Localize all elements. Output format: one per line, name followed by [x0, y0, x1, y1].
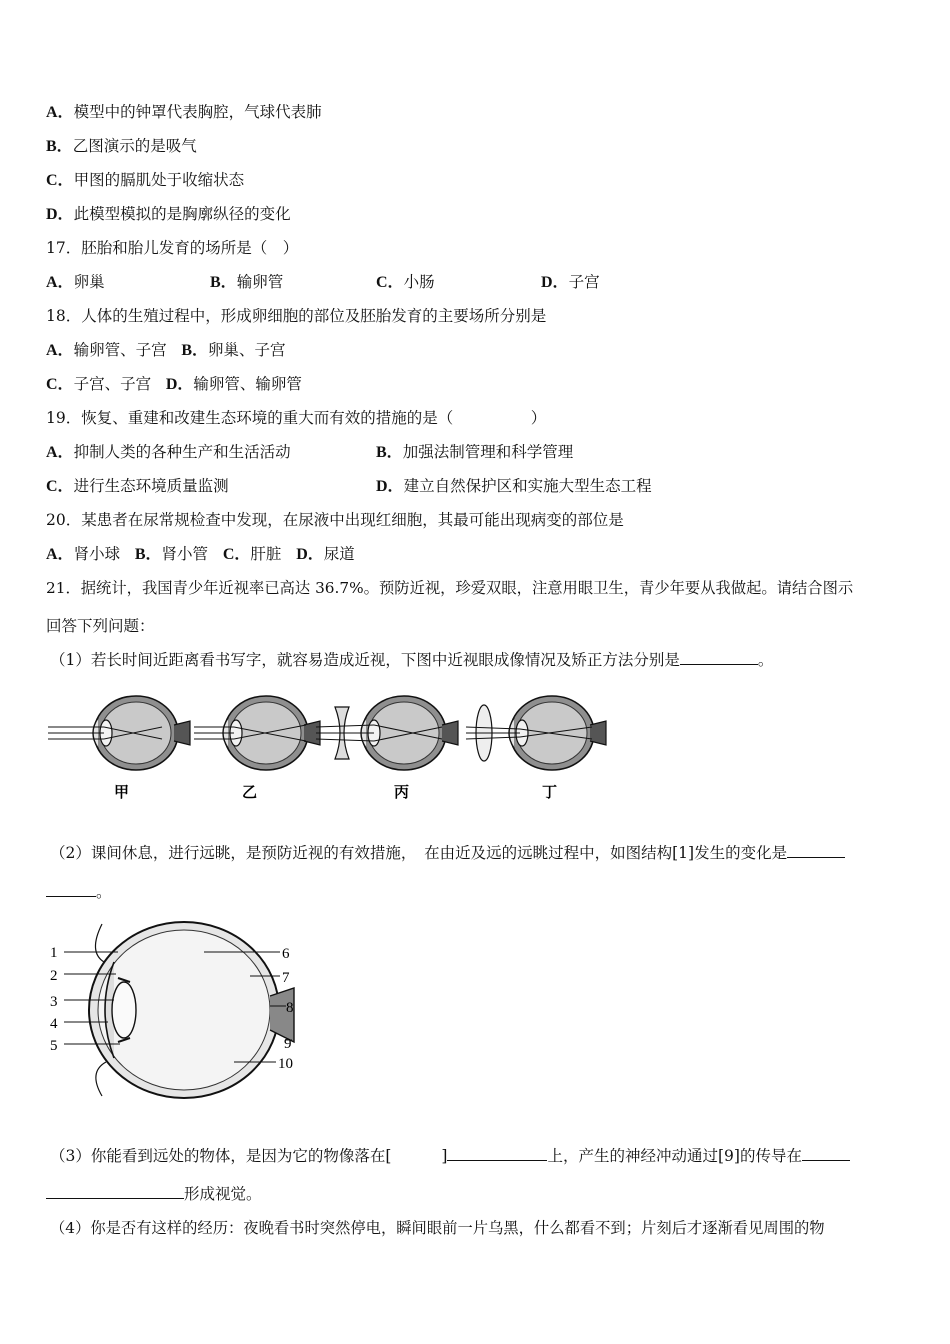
eye-jia — [48, 696, 190, 770]
answer-blank — [787, 843, 845, 858]
answer-blank — [447, 1146, 547, 1161]
q21-part3-cont: 形成视觉。 — [46, 1184, 262, 1204]
q21-part1: （1）若长时间近距离看书写字，就容易造成近视，下图中近视眼成像情况及矫正方法分别是 。 — [50, 651, 774, 669]
q21-part4: （4）你是否有这样的经历：夜晚看书时突然停电，瞬间眼前一片乌黑，什么都看不到；片刻后才逐渐看见周围的物 — [50, 1219, 825, 1237]
q20-stem: 20．某患者在尿常规检查中发现，在尿液中出现红细胞，其最可能出现病变的部位是 — [46, 511, 624, 529]
q19-option-d: D．建立自然保护区和实施大型生态工程 — [376, 477, 652, 495]
q16-option-a: A．模型中的钟罩代表胸腔，气球代表肺 — [46, 103, 322, 121]
q19-option-c: C．进行生态环境质量监测 — [46, 477, 229, 495]
q20-options: A．肾小球 B．肾小管 C．肝脏 D．尿道 — [46, 545, 355, 563]
struct-label-6: 6 — [282, 946, 290, 962]
q19-option-b: B．加强法制管理和科学管理 — [376, 443, 574, 461]
q17-stem: 17．胚胎和胎儿发育的场所是（ ） — [46, 239, 299, 257]
answer-blank — [46, 882, 96, 897]
answer-blank — [680, 650, 758, 665]
q17-option-d: D．子宫 — [541, 273, 600, 291]
eye-label-bing: 丙 — [394, 783, 410, 801]
eye-structure-figure — [44, 912, 314, 1108]
eye-ding — [466, 696, 606, 770]
struct-label-8: 8 — [286, 1000, 294, 1016]
struct-label-1: 1 — [50, 945, 58, 961]
answer-blank — [46, 1184, 184, 1199]
q17-option-a: A．卵巢 — [46, 273, 105, 291]
eye-label-yi: 乙 — [242, 783, 258, 801]
struct-label-10: 10 — [278, 1056, 293, 1072]
q16-option-d: D．此模型模拟的是胸廓纵径的变化 — [46, 205, 291, 223]
q19-stem: 19．恢复、重建和改建生态环境的重大而有效的措施的是（ ） — [46, 409, 547, 427]
q18-stem: 18．人体的生殖过程中，形成卵细胞的部位及胚胎发育的主要场所分别是 — [46, 307, 547, 325]
q19-option-a: A．抑制人类的各种生产和生活活动 — [46, 443, 291, 461]
q21-part3: （3）你能看到远处的物体，是因为它的物像落在[ ] 上，产生的神经冲动通过[9]的传导在 — [50, 1146, 850, 1166]
q18-options-ab: A．输卵管、子宫 B．卵巢、子宫 — [46, 341, 286, 359]
struct-label-2: 2 — [50, 968, 58, 984]
eye-label-jia: 甲 — [114, 783, 130, 801]
struct-label-5: 5 — [50, 1038, 58, 1054]
q21-stem-line1: 21．据统计，我国青少年近视率已高达 36.7%。预防近视，珍爱双眼，注意用眼卫生，青少年要从我做起。请结合图示 — [46, 579, 854, 597]
q21-stem-line2: 回答下列问题： — [46, 617, 155, 635]
eye-yi — [194, 696, 320, 770]
struct-label-9: 9 — [284, 1036, 292, 1052]
eye-diagrams-figure — [44, 683, 610, 805]
q17-option-c: C．小肠 — [376, 273, 435, 291]
q16-option-c: C．甲图的膈肌处于收缩状态 — [46, 171, 245, 189]
struct-label-4: 4 — [50, 1016, 58, 1032]
q21-part2-cont: 。 — [46, 882, 112, 902]
q21-part2: （2）课间休息，进行远眺，是预防近视的有效措施， 在由近及远的远眺过程中，如图结构[1]发生的变化是 — [50, 843, 845, 863]
q16-option-b: B．乙图演示的是吸气 — [46, 137, 197, 155]
q18-options-cd: C．子宫、子宫 D．输卵管、输卵管 — [46, 375, 302, 393]
struct-label-7: 7 — [282, 970, 290, 986]
q17-option-b: B．输卵管 — [210, 273, 284, 291]
eye-bing — [316, 696, 458, 770]
eye-label-ding: 丁 — [542, 783, 558, 801]
answer-blank — [802, 1146, 850, 1161]
struct-label-3: 3 — [50, 994, 58, 1010]
